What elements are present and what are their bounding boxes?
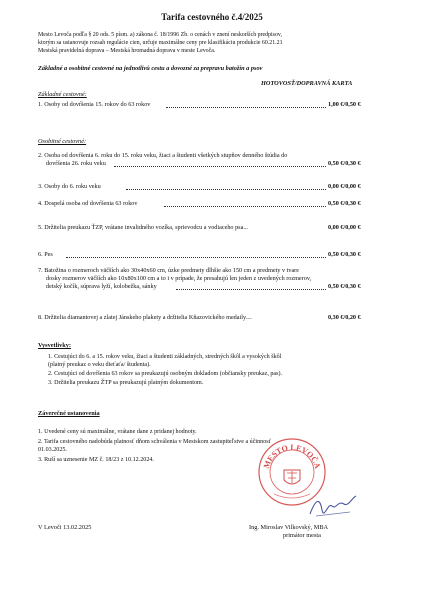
signatory-role: primátor mesta: [283, 532, 321, 539]
final-line-4: 3. Ruší sa uznesenie MZ č. 18/23 z 10.12.2024.: [38, 457, 154, 463]
final-line-2: 2. Tarifa cestovného nadobúda platnosť dňom schválenia v Mestskom zastupiteľstve a účinnosť: [38, 439, 272, 445]
fare-row-4-label: 4. Dospelá osoba od dovŕšenia 63 rokov: [38, 200, 138, 207]
intro-line-2: ktorým sa ustanovuje rozsah regulácie cien, určuje maximálne ceny pre klasifikáciu produkcie 60.21.21: [38, 40, 283, 46]
fare-row-7-line-1: 7. Batožina o rozmeroch väčších ako 30x40x60 cm, úzke predmety dlhšie ako 150 cm a predmety v tvare: [38, 267, 299, 274]
fare-row-7-line-3: detský kočík, súprava lyží, kolobežka, sánky: [46, 283, 157, 290]
fare-row-8-label: 8. Držitelia diamantovej a zlatej Jánskeho plakety a držitelia Kňazovického medaily....: [38, 314, 252, 321]
stamp-text: MESTO LEVOČA: [261, 442, 323, 470]
fare-row-8-price: 0,30 €/0,20 €: [328, 314, 361, 321]
fare-row-6: [38, 251, 368, 260]
intro-line-1: Mesto Levoča podľa § 20 ods. 5 písm. a) zákona č. 18/1996 Zb. o cenách v znení neskorších predpisov,: [38, 32, 282, 38]
fare-row-4: [38, 200, 368, 209]
dot-leader: [166, 107, 326, 108]
fare-row-5-price: 0,00 €/0,00 €: [328, 224, 361, 231]
handwritten-signature: [306, 492, 360, 522]
fare-row-1: [38, 101, 368, 110]
fare-row-2: [38, 152, 368, 170]
fare-row-7-line-2: dosky rozmerov väčších ako 10x80x100 cm a to i v prípade, že presahujú len jeden z uvedených rozmerov,: [46, 275, 312, 282]
fare-row-5-label: 5. Držitelia preukazu ŤZP, vrátane invalidného vozíka, sprievodcu a vodiaceho psa...: [38, 224, 248, 231]
dot-leader: [126, 189, 326, 190]
document-title: Tarifa cestovného č.4/2025: [161, 12, 263, 22]
final-line-1: 1. Uvedené ceny sú maximálne, vrátane dane z pridanej hodnoty.: [38, 429, 197, 435]
section-basic-heading: Základné cestovné:: [38, 91, 87, 98]
dot-leader: [66, 257, 326, 258]
explanation-line-1: 1. Cestujúci do 6. a 15. rokov veku, žiaci a študenti základných, stredných škôl a vysokých škôl: [48, 354, 282, 360]
fare-row-1-label: 1. Osoby od dovŕšenia 15. rokov do 63 rokov: [38, 101, 151, 108]
fare-row-6-price: 0,50 €/0,30 €: [328, 251, 361, 258]
dot-leader: [164, 206, 326, 207]
fare-row-2-line-1: 2. Osoba od dovŕšenia 6. roku do 15. roku veku, žiaci a študenti všetkých stupňov denného štúdia do: [38, 152, 288, 159]
section-special-heading: Osobitné cestovné:: [38, 138, 87, 145]
fare-row-3-price: 0,00 €/0,00 €: [328, 183, 361, 190]
dot-leader: [114, 166, 326, 167]
final-line-3: 01.03.2025.: [38, 447, 67, 453]
fare-row-3: [38, 183, 368, 192]
fare-row-8: [38, 314, 368, 323]
fare-row-2-line-2: dovŕšenia 26. roku veku: [46, 160, 106, 167]
place-and-date: V Levoči 13.02.2025: [38, 524, 92, 531]
fare-row-2-price: 0,50 €/0,30 €: [328, 160, 361, 167]
fare-row-1-price: 1,00 €/0,50 €: [328, 101, 361, 108]
fare-row-4-price: 0,50 €/0,30 €: [328, 200, 361, 207]
intro-line-3: Mestská pravidelná doprava – Mestská hromadná doprava v meste Levoča.: [38, 48, 216, 54]
fare-row-5: [38, 224, 368, 233]
dot-leader: [176, 289, 326, 290]
fare-row-3-label: 3. Osoby do 6. roku veku: [38, 183, 101, 190]
payment-header: HOTOVOSŤ/DOPRAVNÁ KARTA: [261, 80, 353, 87]
final-provisions-heading: Záverečné ustanovenia: [38, 410, 100, 417]
tariff-subtitle: Základné a osobitné cestovné na jednotlivú cestu a dovozné za prepravu batožín a psov: [38, 65, 263, 72]
fare-row-6-label: 6. Pes: [38, 251, 53, 258]
explanation-line-3: 2. Cestujúci od dovŕšenia 63 rokov sa preukazujú osobným dokladom (občiansky preukaz, pas).: [48, 371, 283, 377]
explanations-heading: Vysvetlivky:: [38, 342, 72, 349]
fare-row-7: [38, 267, 368, 293]
explanation-line-2: (platný preukaz o veku dieťaťa/ študenta).: [48, 362, 151, 368]
signatory-name: Ing. Miroslav Vilkovský, MBA: [249, 524, 329, 531]
explanation-line-4: 3. Držitelia preukazu ŽTP sa preukazujú platným dokumentom.: [48, 380, 204, 386]
fare-row-7-price: 0,50 €/0,30 €: [328, 283, 361, 290]
